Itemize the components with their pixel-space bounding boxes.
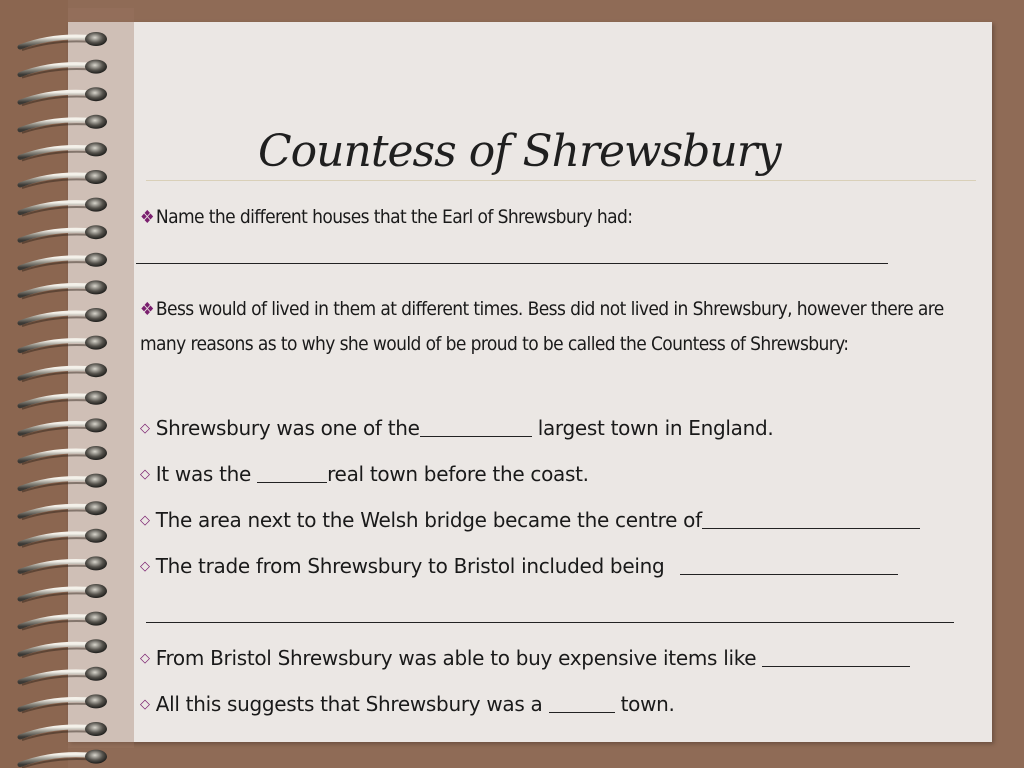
spiral-ring-icon <box>20 32 107 50</box>
small-diamond-icon: ◇ <box>140 513 150 528</box>
spiral-ring-icon <box>20 556 107 574</box>
spiral-ring-icon <box>20 225 107 243</box>
bullet-5-text: From Bristol Shrewsbury was able to buy expensive items like <box>155 646 763 670</box>
question-2 <box>140 292 970 361</box>
spiral-ring-icon <box>20 336 107 354</box>
bullet-6-text: All this suggests that Shrewsbury was a <box>155 692 549 716</box>
question-1-text: Name the different houses that the Earl of Shrewsbury had: <box>155 206 633 228</box>
spiral-ring-icon <box>20 639 107 657</box>
spiral-ring-icon <box>20 750 107 768</box>
spiral-ring-icon <box>20 474 107 492</box>
spiral-ring-icon <box>20 722 107 740</box>
fill-in-blank-6[interactable] <box>549 694 615 713</box>
bullet-5 <box>140 646 910 670</box>
spiral-ring-icon <box>20 584 107 602</box>
spiral-ring-icon <box>20 363 107 381</box>
bullet-4 <box>140 554 898 578</box>
spiral-ring-icon <box>20 501 107 519</box>
diamond-cluster-icon: ❖ <box>140 299 154 320</box>
spiral-ring-icon <box>20 253 107 271</box>
spiral-ring-icon <box>20 694 107 712</box>
bullet-1-suffix: largest town in England. <box>531 416 774 440</box>
title-divider <box>146 180 976 181</box>
spiral-ring-icon <box>20 529 107 547</box>
bullet-6-suffix: town. <box>614 692 675 716</box>
fill-in-blank-5[interactable] <box>762 648 910 667</box>
bullet-1-text: Shrewsbury was one of the <box>155 416 420 440</box>
answer-line-2 <box>146 622 954 623</box>
spiral-ring-icon <box>20 87 107 105</box>
spiral-ring-icon <box>20 60 107 78</box>
spiral-ring-icon <box>20 446 107 464</box>
bullet-6 <box>140 692 675 716</box>
small-diamond-icon: ◇ <box>140 467 150 482</box>
spiral-ring-icon <box>20 418 107 436</box>
spiral-ring-icon <box>20 612 107 630</box>
bullet-2-text: It was the <box>155 462 258 486</box>
answer-line-1 <box>136 263 888 264</box>
bullet-2 <box>140 462 589 486</box>
spiral-ring-icon <box>20 170 107 188</box>
fill-in-blank-4[interactable] <box>680 556 898 575</box>
spiral-ring-icon <box>20 198 107 216</box>
spiral-binding <box>0 0 120 768</box>
bullet-4-text: The trade from Shrewsbury to Bristol included being <box>155 554 671 578</box>
small-diamond-icon: ◇ <box>140 697 150 712</box>
spiral-ring-icon <box>20 308 107 326</box>
bullet-3 <box>140 508 920 532</box>
bullet-3-text: The area next to the Welsh bridge became the centre of <box>155 508 702 532</box>
diamond-cluster-icon: ❖ <box>140 207 154 228</box>
small-diamond-icon: ◇ <box>140 559 150 574</box>
small-diamond-icon: ◇ <box>140 421 150 436</box>
spiral-ring-icon <box>20 391 107 409</box>
spiral-ring-icon <box>20 142 107 160</box>
page-title: Countess of Shrewsbury <box>258 126 781 177</box>
bullet-2-suffix: real town before the coast. <box>327 462 589 486</box>
spiral-ring-icon <box>20 115 107 133</box>
spiral-ring-icon <box>20 667 107 685</box>
spiral-ring-icon <box>20 280 107 298</box>
fill-in-blank-3[interactable] <box>702 510 920 529</box>
fill-in-blank-2[interactable] <box>257 464 327 483</box>
question-1 <box>140 206 632 228</box>
bullet-1 <box>140 416 773 440</box>
small-diamond-icon: ◇ <box>140 651 150 666</box>
fill-in-blank-1[interactable] <box>420 418 532 437</box>
question-2-text: Bess would of lived in them at different times. Bess did not lived in Shrewsbury, however there are many reasons as to why she would of be proud to be called the Countess of Shrewsbury: <box>140 298 944 355</box>
